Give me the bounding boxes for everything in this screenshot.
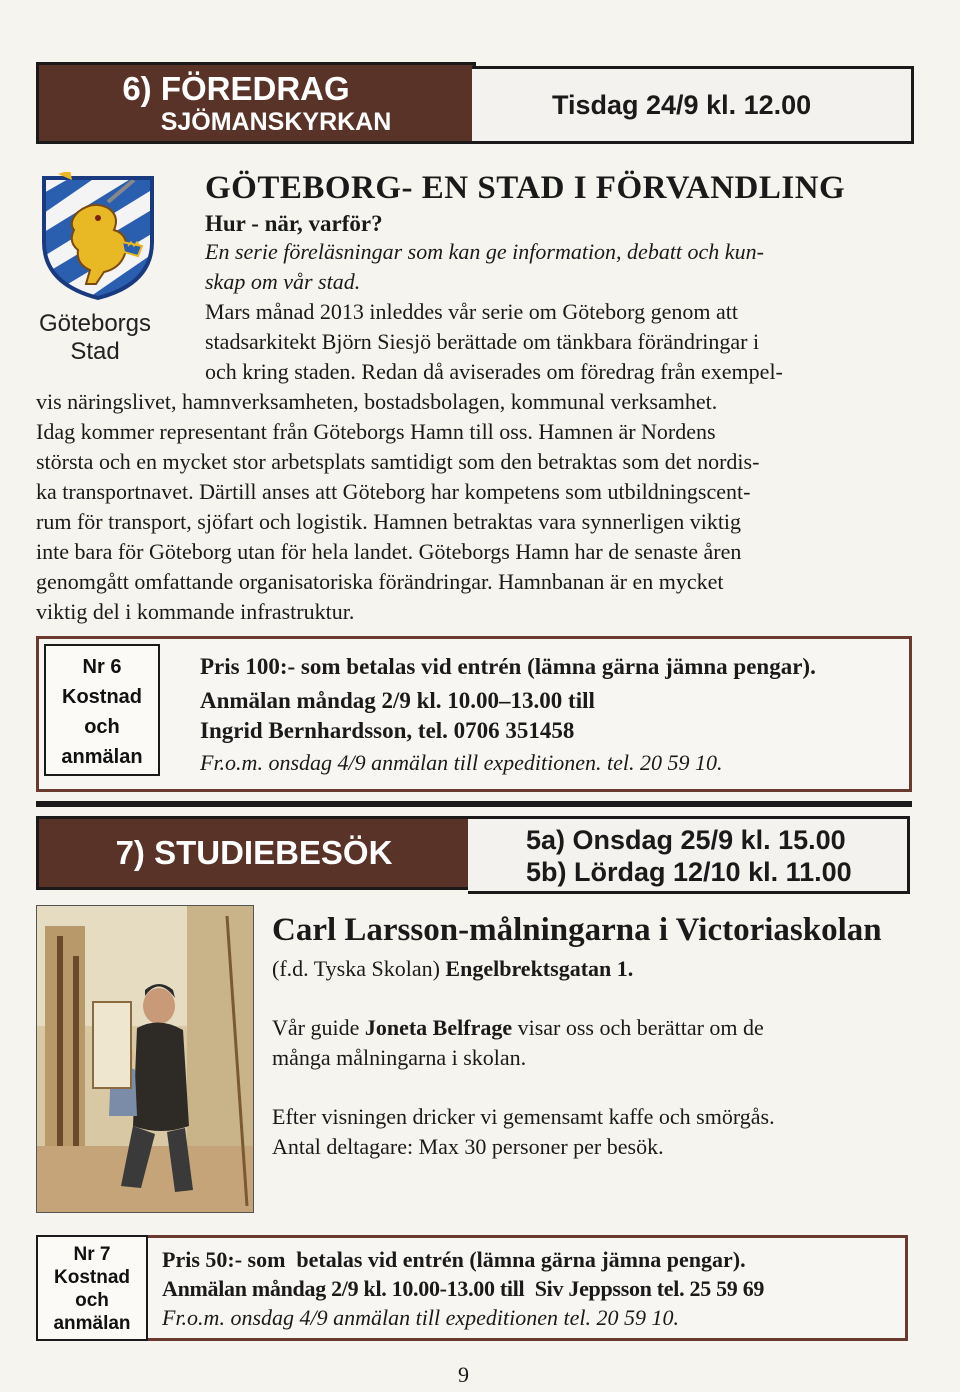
section6-body-line: vis näringslivet, hamnverksamheten, bostadsbolagen, kommunal verksamhet. [36,389,718,414]
section7-guide [272,1013,912,1073]
section6-info-label [44,644,160,776]
section7-address [272,954,633,984]
section6-header-title [36,62,476,144]
guide-name: Joneta Belfrage [364,1015,513,1040]
section7-guide-line1 [272,1013,912,1043]
guide-prefix: Vår guide [272,1015,365,1040]
section6-para-line: Mars månad 2013 inleddes vår serie om Göteborg genom att [205,299,738,324]
section7-title: Carl Larsson-målningarna i Victoriaskolan [272,912,882,948]
info-label-anmalan: anmälan [53,1313,131,1334]
section6-signup-line2: Ingrid Bernhardsson, tel. 0706 351458 [200,718,575,743]
crest-label-line1: Göteborgs [38,310,152,337]
info-label-kostnad: Kostnad [62,686,142,708]
section6-body-line: ka transportnavet. Därtill anses att Göteborg har kompetens som utbildningscent- [36,479,751,504]
section6-body-line: viktig del i kommande infrastruktur. [36,599,355,624]
section6-from-line: Fr.o.m. onsdag 4/9 anmälan till expeditionen. tel. 20 59 10. [200,750,723,775]
section6-body-line: genomgått omfattande organisatoriska förändringar. Hamnbanan är en mycket [36,569,724,594]
section6-body-line: inte bara för Göteborg utan för hela landet. Göteborgs Hamn har de senaste åren [36,539,742,564]
info-label-och: och [75,1290,109,1311]
section6-subtitle: Hur - när, varför? [205,211,383,236]
info-label-kostnad: Kostnad [54,1267,130,1288]
crest-label [30,310,160,366]
section6-body [36,387,916,627]
guide-suffix: visar oss och berättar om de [512,1015,764,1040]
goteborg-crest-logo [38,172,158,302]
section6-paragraph [205,297,905,387]
section7-date-box [468,816,910,894]
info-label-och: och [84,716,120,738]
section6-intro-line2: skap om vår stad. [205,269,361,294]
section7-after [272,1102,912,1162]
section6-body-line: största och en mycket stor arbetsplats samtidigt som den betraktas som det nordis- [36,449,760,474]
info-label-nr: Nr 7 [73,1244,111,1265]
section7-price: Pris 50:- som betalas vid entrén (lämna gärna jämna pengar). [162,1247,746,1272]
section6-body-line: rum för transport, sjöfart och logistik. Hamnen betraktas vara synnerligen viktig [36,509,742,534]
section7-address-street: Engelbrektsgatan 1. [445,956,634,981]
page-number: 9 [458,1362,469,1387]
section7-after-line1: Efter visningen dricker vi gemensamt kaffe och smörgås. [272,1104,775,1129]
section6-date: Tisdag 24/9 kl. 12.00 [552,90,812,120]
section6-intro [205,237,895,297]
section6-price: Pris 100:- som betalas vid entrén (lämna gärna jämna pengar). [200,654,816,679]
section6-para-line: och kring staden. Redan då aviserades om föredrag från exempel- [205,359,783,384]
section7-guide-line2: många målningarna i skolan. [272,1045,527,1070]
section7-info-label [36,1235,148,1341]
info-label-anmalan: anmälan [61,746,143,768]
carl-larsson-painting [36,905,254,1213]
info-label-nr: Nr 6 [82,656,122,678]
section7-date-a: 5a) Onsdag 25/9 kl. 15.00 [526,825,846,855]
section6-info-text [200,650,910,780]
section7-address-prefix: (f.d. Tyska Skolan) [272,956,446,981]
section6-title: GÖTEBORG- EN STAD I FÖRVANDLING [205,170,846,206]
section6-signup-line1: Anmälan måndag 2/9 kl. 10.00–13.00 till [200,688,595,713]
section7-number-title: 7) STUDIEBESÖK [115,834,393,871]
section7-date-b: 5b) Lördag 12/10 kl. 11.00 [526,857,852,887]
section7-signup-line: Anmälan måndag 2/9 kl. 10.00-13.00 till Siv Jeppsson tel. 25 59 69 [162,1276,765,1301]
section6-date-box [472,66,914,144]
section6-intro-line1: En serie föreläsningar som kan ge information, debatt och kun- [205,239,764,264]
section7-header-title [36,816,472,890]
section7-after-line2: Antal deltagare: Max 30 personer per besök. [272,1134,664,1159]
section7-info-text [162,1245,906,1332]
section7-from-line: Fr.o.m. onsdag 4/9 anmälan till expeditionen tel. 20 59 10. [162,1305,679,1330]
crest-label-line2: Stad [70,338,120,365]
section6-number-title: 6) FÖREDRAG [122,70,350,107]
section6-body-line: Idag kommer representant från Göteborgs Hamn till oss. Hamnen är Nordens [36,419,716,444]
section6-venue: SJÖMANSKYRKAN [160,108,392,136]
section6-para-line: stadsarkitekt Björn Siesjö berättade om tänkbara förändringar i [205,329,760,354]
section-divider [36,801,912,807]
